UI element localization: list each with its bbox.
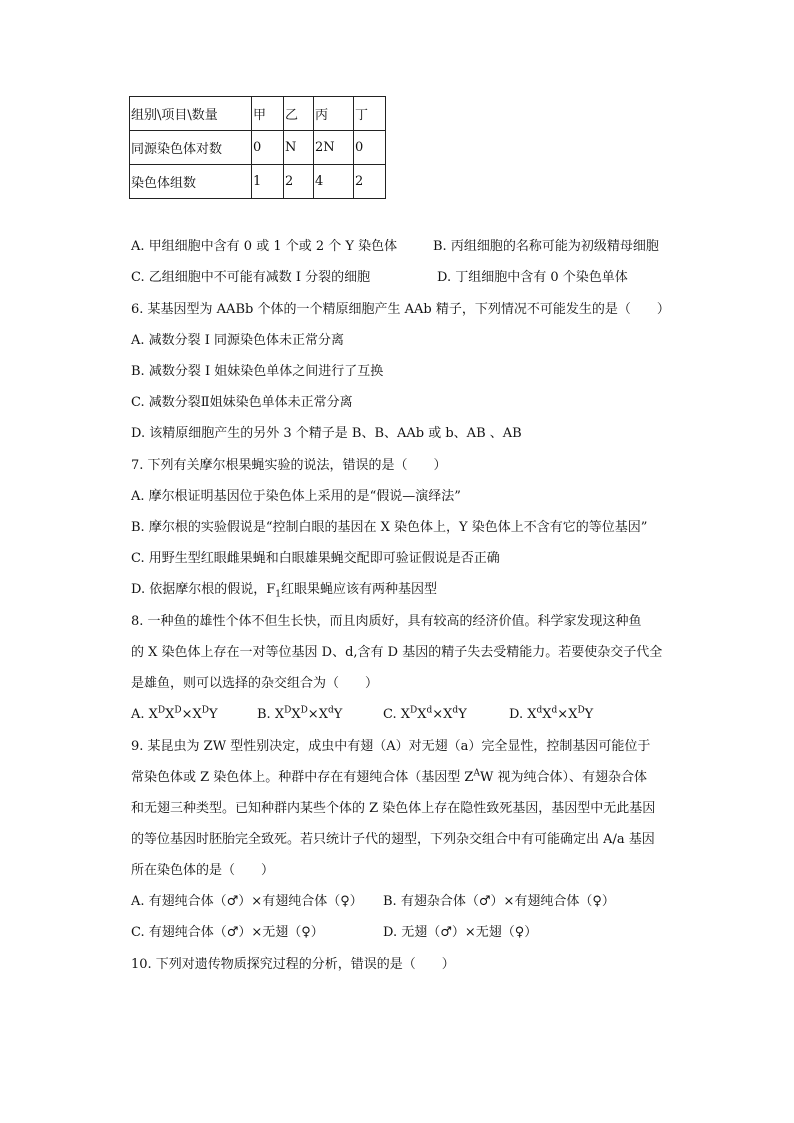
table-header-cell: 组别\项目\数量 — [130, 97, 252, 131]
table-header-row — [130, 97, 386, 131]
allele-superscript: D — [157, 705, 166, 716]
q7-option-d-text: D. 依据摩尔根的假说，F — [131, 582, 276, 597]
genotype-text: X — [291, 707, 301, 722]
q6-option-a: A. 减数分裂 I 同源染色体未正常分离 — [131, 333, 345, 348]
allele-superscript: D — [284, 705, 292, 716]
table-cell: 2N — [314, 131, 354, 165]
genotype-text: X — [542, 707, 552, 722]
allele-superscript: D — [577, 705, 585, 716]
q8-stem-line: 的 X 染色体上存在一对等位基因 D、d,含有 D 基因的精子失去受精能力。若要使杂交子代全 — [131, 645, 663, 660]
genotype-text: Y — [209, 707, 218, 722]
table-cell: 染色体组数 — [130, 165, 252, 199]
table-cell: 同源染色体对数 — [130, 131, 252, 165]
q9-stem-line: 9. 某昆虫为 ZW 型性别决定，成虫中有翅（A）对无翅（a）完全显性，控制基因可能位于 — [131, 739, 651, 754]
q5-option-d: D. 丁组细胞中含有 0 个染色单体 — [437, 270, 628, 285]
genotype-text: ×X — [181, 707, 202, 722]
genotype-text: X — [527, 707, 537, 722]
table-cell: 0 — [354, 131, 386, 165]
q6-option-d: D. 该精原细胞产生的另外 3 个精子是 B、B、AAb 或 b、AB 、AB — [131, 426, 522, 441]
q7-option-c: C. 用野生型红眼雌果蝇和白眼雄果蝇交配即可验证假说是否正确 — [131, 551, 500, 566]
genotype-text: ×X — [307, 707, 328, 722]
q8-option-d — [509, 706, 593, 724]
allele-superscript: d — [536, 705, 543, 716]
table-header-cell: 丙 — [314, 97, 354, 131]
genotype-text: Y — [333, 707, 343, 722]
genotype-text: X — [165, 707, 175, 722]
q9-option-c: C. 有翅纯合体（♂）×无翅（♀） — [131, 925, 324, 940]
table-header-cell: 丁 — [354, 97, 386, 131]
q9-stem-line — [131, 769, 647, 787]
q7-option-a: A. 摩尔根证明基因位于染色体上采用的是“假说—演绎法” — [131, 489, 461, 504]
allele-superscript: D — [201, 705, 209, 716]
table-cell: 1 — [252, 165, 284, 199]
table-cell: 0 — [252, 131, 284, 165]
genotype-text: Y — [584, 707, 594, 722]
q5-option-a: A. 甲组细胞中含有 0 或 1 个或 2 个 Y 染色体 — [131, 239, 398, 254]
q8-stem-line: 是雄鱼，则可以选择的杂交组合为（ ） — [131, 676, 379, 691]
subscript: 1 — [275, 589, 281, 600]
q9-options-row-1 — [131, 893, 615, 911]
table-header-cell: 甲 — [252, 97, 284, 131]
q7-option-d — [131, 581, 437, 599]
q9-stem-line: 所在染色体的是（ ） — [131, 863, 275, 878]
q9-stem-line: 和无翅三种类型。已知种群内某些个体的 Z 染色体上存在隐性致死基因，基因型中无此基因 — [131, 801, 656, 816]
q8-option-c — [383, 706, 509, 724]
q7-stem: 7. 下列有关摩尔根果蝇实验的说法，错误的是（ ） — [131, 458, 447, 473]
q9-stem-text: 常染色体或 Z 染色体上。种群中存在有翅纯合体（基因型 Z — [131, 770, 474, 785]
q8-options-row — [131, 706, 593, 724]
table-header-cell: 乙 — [284, 97, 314, 131]
q9-option-b: B. 有翅杂合体（♂）×有翅纯合体（♀） — [383, 894, 615, 909]
option-label: C. — [383, 707, 401, 722]
table-row — [130, 131, 386, 165]
q9-option-a: A. 有翅纯合体（♂）×有翅纯合体（♀） — [131, 894, 363, 909]
option-label: A. — [131, 707, 149, 722]
q8-option-b — [257, 706, 383, 724]
table-cell: 2 — [284, 165, 314, 199]
option-label: D. — [509, 707, 528, 722]
genotype-text: ×X — [432, 707, 453, 722]
q7-option-b: B. 摩尔根的实验假说是“控制白眼的基因在 X 染色体上，Y 染色体上不含有它的等位基因” — [131, 520, 648, 535]
genotype-text: Y — [458, 707, 467, 722]
allele-superscript: D — [300, 705, 308, 716]
table-cell: 2 — [354, 165, 386, 199]
superscript: A — [473, 768, 480, 779]
q9-stem-line: 的等位基因时胚胎完全致死。若只统计子代的翅型，下列杂交组合中有可能确定出 A/a 基因 — [131, 832, 655, 847]
allele-superscript: D — [174, 705, 182, 716]
allele-superscript: d — [551, 705, 558, 716]
genotype-text: X — [400, 707, 411, 722]
q8-stem-line: 8. 一种鱼的雄性个体不但生长快，而且肉质好，具有较高的经济价值。科学家发现这种鱼 — [131, 614, 642, 629]
q6-option-b: B. 减数分裂 I 姐妹染色单体之间进行了互换 — [131, 364, 384, 379]
table-row — [130, 165, 386, 199]
option-label: B. — [257, 707, 275, 722]
q5-option-c: C. 乙组细胞中不可能有减数 I 分裂的细胞 — [131, 270, 371, 285]
allele-superscript: d — [426, 705, 433, 716]
q5-option-b: B. 丙组细胞的名称可能为初级精母细胞 — [433, 239, 659, 254]
q6-option-c: C. 减数分裂Ⅱ姐妹染色单体未正常分离 — [131, 395, 353, 410]
table-cell: 4 — [314, 165, 354, 199]
genotype-text: ×X — [557, 707, 578, 722]
q9-options-row-2 — [131, 924, 537, 942]
genotype-text: X — [417, 707, 427, 722]
q10-stem: 10. 下列对遗传物质探究过程的分析，错误的是（ ） — [131, 957, 455, 972]
table-cell: N — [284, 131, 314, 165]
data-table — [129, 96, 386, 199]
q7-option-d-text: 红眼果蝇应该有两种基因型 — [280, 582, 437, 597]
q9-option-d: D. 无翅（♂）×无翅（♀） — [383, 925, 538, 940]
genotype-text: X — [274, 707, 285, 722]
allele-superscript: d — [452, 705, 459, 716]
q5-options-row-1 — [131, 238, 659, 256]
allele-superscript: D — [410, 705, 418, 716]
allele-superscript: d — [327, 705, 334, 716]
q6-stem: 6. 某基因型为 AABb 个体的一个精原细胞产生 AAb 精子，下列情况不可能发生的是（ ） — [131, 302, 670, 317]
q8-option-a — [131, 706, 257, 724]
genotype-text: X — [148, 707, 158, 722]
q5-options-row-2 — [131, 269, 628, 287]
q9-stem-text: W 视为纯合体）、有翅杂合体 — [479, 770, 647, 785]
